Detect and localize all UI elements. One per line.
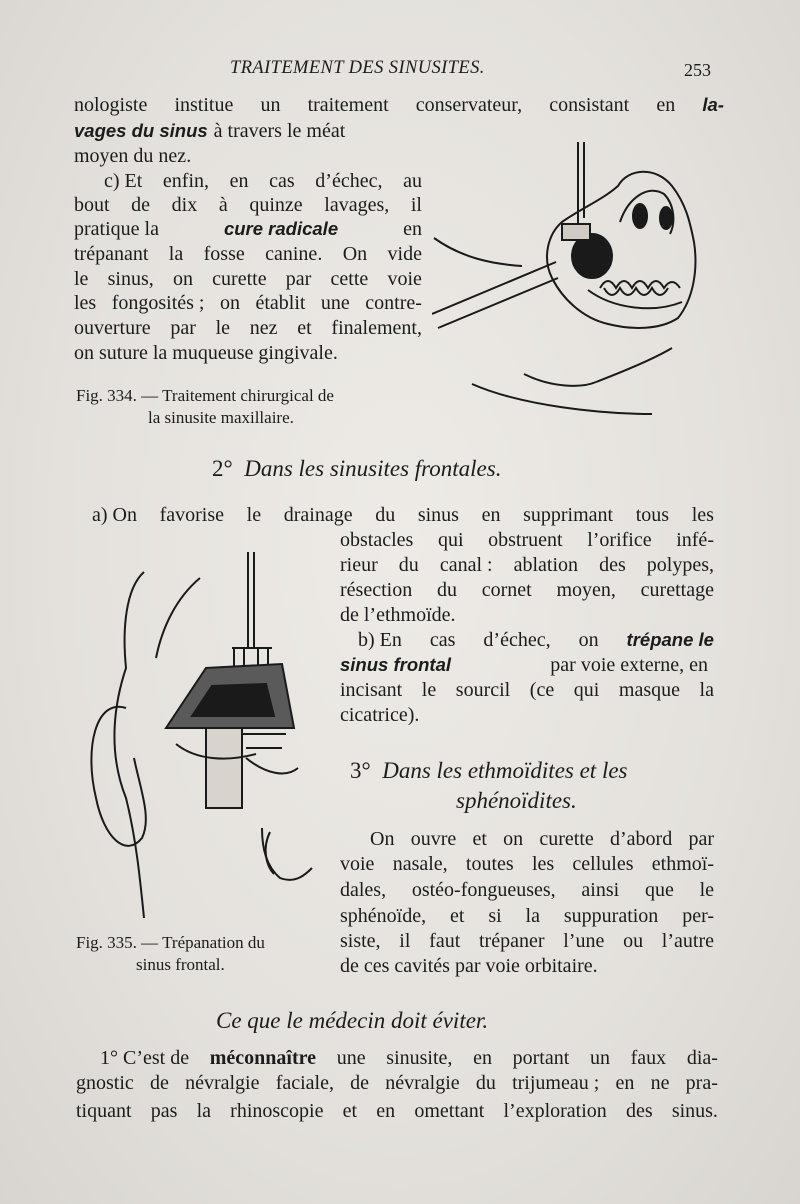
figure-335-frontal-trepanation-illustration <box>86 548 326 928</box>
text-line: nologiste institue un traitement conservateur, consistant en la- <box>74 94 724 116</box>
figure-334-maxillary-surgery-illustration <box>432 138 702 418</box>
running-head: TRAITEMENT DES SINUSITES. <box>230 58 485 78</box>
section-avoid-heading: Ce que le médecin doit éviter. <box>216 1008 489 1033</box>
section-3-heading: 3° Dans les ethmoïdites et les <box>350 758 628 783</box>
section-3-heading-continued: sphénoïdites. <box>456 788 577 813</box>
figure-335-caption: Fig. 335. — Trépanation du sinus frontal. <box>76 933 265 974</box>
page-number: 253 <box>684 60 711 80</box>
figure-334-caption: Fig. 334. — Traitement chirurgical de la sinusite maxillaire. <box>76 386 334 427</box>
book-page: TRAITEMENT DES SINUSITES. 253 nologiste institue un traitement conservateur, consistant en la- vages du sinus à travers le méat moyen du nez. c) Et enfin, en cas d’échec, au bout de dix à quinze lavages, il pratique la cure radicale en trépanant la fosse canine. On vide le sinus, on curette par cette voie les fongosités ; on établit une contre- ouverture par le nez et finalement, on suture la muqueuse gingivale. Fig. 334. — Traitement chirurgical de la sinusite maxillaire. 2° Dans les sinusites frontales. a) On favorise le drainage du sinus en supprimant tous les obstacles qui obstruent l’orifice infé- rieur du canal : ablation des polypes, résection du cornet moyen, curettage de l’ethmoïde. b) En cas d’échec, on trépane le sinus frontal par voie externe, en incisant le sourcil (ce qui masque la cicatrice). Fig. 335. — Trépanation du sinus frontal. 3° Dans les ethmoïdites et les sphénoïdites. On ouvre et on curette d’abord par voie nasale, toutes les cellules ethmoï- dales, ostéo-fongueuses, ainsi que le sphénoïde, et si la suppuration per- siste, il faut trépaner l’une ou l’autre de ces cavités par voie orbitaire. Ce que le médecin doit éviter. 1° C’est de méconnaître une sinusite, en portant un faux dia- gnostic de névralgie faciale, de névralgie du trijumeau ; en ne pra- tiquant pas la rhinoscopie et en omettant l’exploration des sinus. <box>0 0 800 1204</box>
section-2-heading: 2° Dans les sinusites frontales. <box>212 456 502 481</box>
